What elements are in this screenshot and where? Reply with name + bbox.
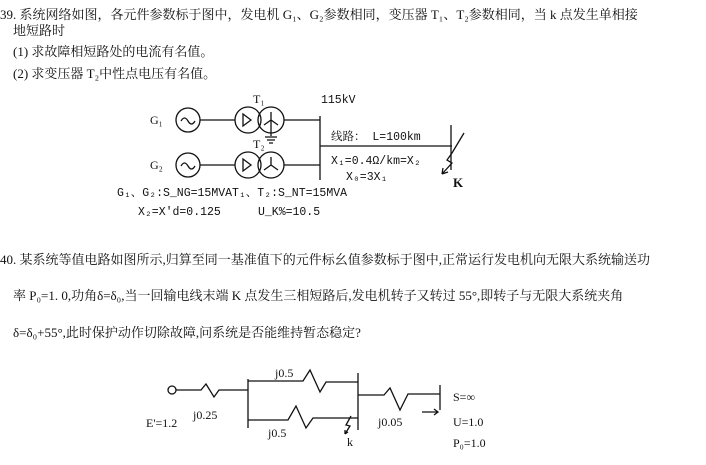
transformer-reactance-label: j0.05 [378,415,403,429]
line-label: 线路： L=100km [331,131,421,144]
infinite-bus-p0: P₀=1.0 [453,436,486,450]
q39-text-line1: 39. 系统网络如图，各元件参数标于图中，发电机 G₁、G₂参数相同，变压器 T₁、T₂参数相同，当 k 点发生单相接 [0,7,638,22]
t2-label: T₂ [253,137,265,151]
fault-k-label: K [453,175,464,190]
transformer-t2-icon [235,152,284,178]
infinite-bus-u: U=1.0 [453,415,484,429]
line-x0-label: X₀=3X₁ [346,171,388,184]
g1-label: G₁ [150,113,163,127]
q39-subquestion-1: (1) 求故障相短路处的电流有名值。 [13,44,214,59]
g2-label: G₂ [150,158,163,172]
line-top-reactance-label: j0.5 [275,366,294,380]
line-x1-label: X₁=0.4Ω/km=X₂ [331,155,421,168]
emf-label: E'=1.2 [146,416,178,430]
generator-g1-icon [176,108,200,132]
q40-text-line2: 率 P₀=1. 0,功角δ=δ₀,当一回输电线末端 K 点发生三相短路后,发电机转子又转过 55°,即转子与无限大系统夹角 [13,288,624,303]
fault-k-label-2: k [347,435,353,449]
transformer-rating: T₁、T₂:S_NT=15MVA [232,187,348,200]
generator-reactance: X₂=X'd=0.125 [138,206,221,219]
fault-arrow-icon [442,133,464,174]
generator-rating: G₁、G₂:S_NG=15MVA [117,187,233,200]
line-bottom-reactance-label: j0.5 [268,426,287,440]
emf-terminal [168,386,176,394]
q39-text-line2: 地短路时 [13,23,66,38]
power-flow-arrow-icon [422,409,438,415]
q40-text-line3: δ=δ₀+55°,此时保护动作切除故障,问系统是否能维持暂态稳定? [13,325,361,340]
t1-label: T₁ [253,92,265,106]
q40-text-line1: 40. 某系统等值电路如图所示,归算至同一基准值下的元件标幺值参数标于图中,正常运行发电机向无限大系统输送功 [0,252,651,267]
q39-subquestion-2: (2) 求变压器 T₂中性点电压有名值。 [13,66,217,81]
infinite-bus-s: S=∞ [453,390,475,404]
generator-g2-icon [176,153,200,177]
fault-k-icon [345,416,351,434]
generator-reactance-label: j0.25 [193,408,218,422]
bus-voltage-label: 115kV [321,94,356,107]
transformer-uk: U_K%=10.5 [258,206,321,219]
